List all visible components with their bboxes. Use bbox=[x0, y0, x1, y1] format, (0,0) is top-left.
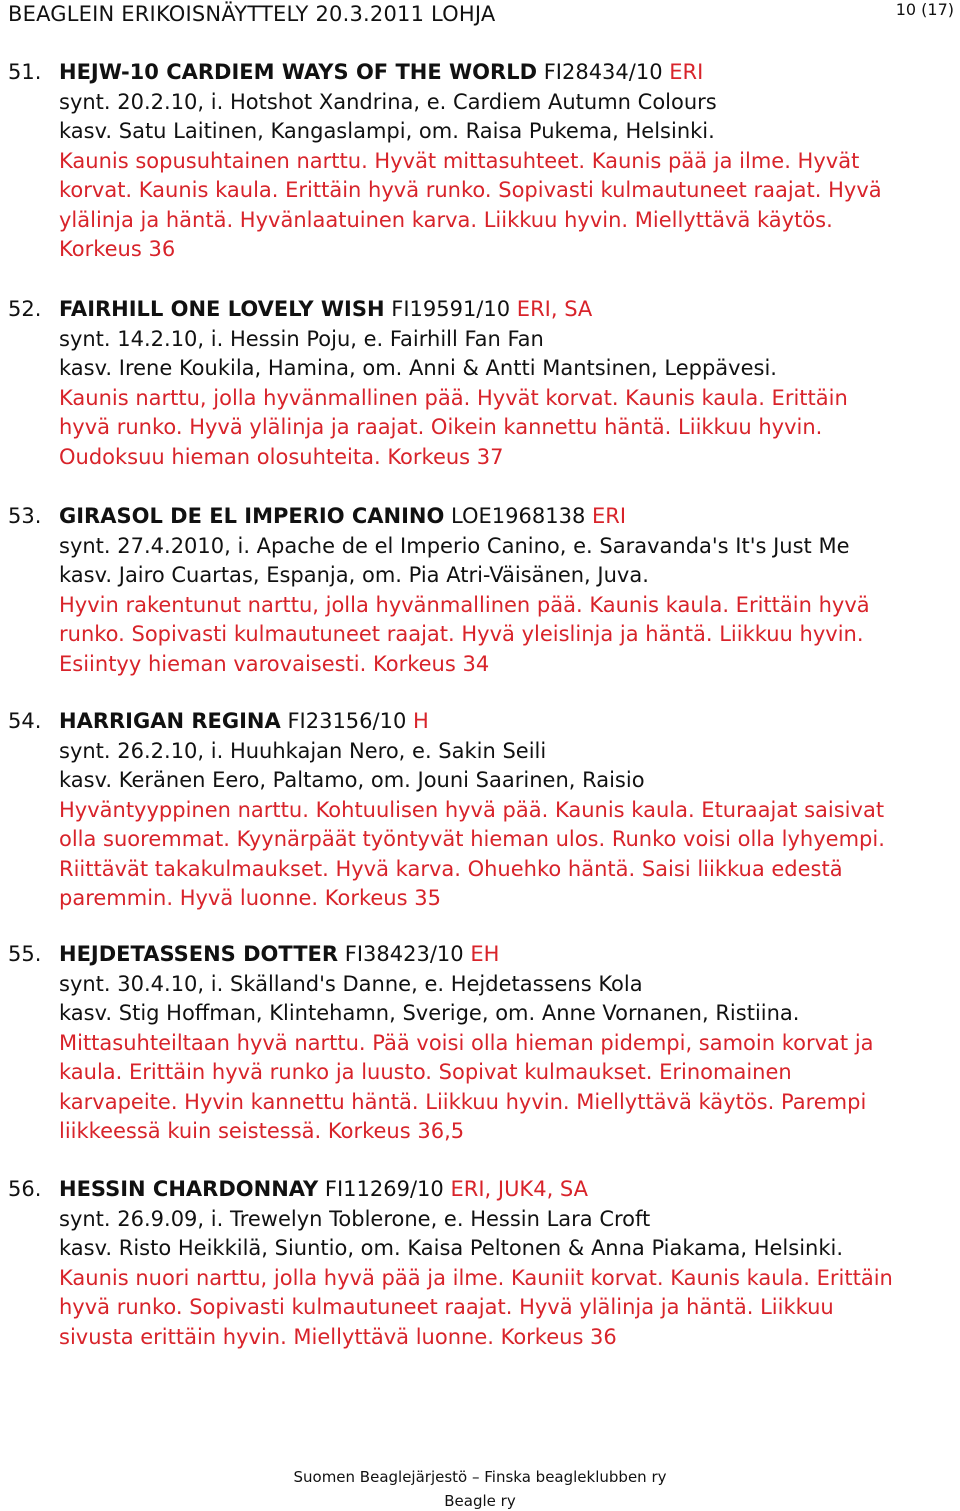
dog-name: HARRIGAN REGINA bbox=[59, 709, 281, 733]
dog-name: HEJW-10 CARDIEM WAYS OF THE WORLD bbox=[59, 60, 538, 84]
judge-critique-line: kaula. Erittäin hyvä runko ja luusto. Sopivat kulmaukset. Erinomainen bbox=[59, 1060, 792, 1084]
result-grade: H bbox=[413, 709, 429, 733]
birth-and-parents: synt. 14.2.10, i. Hessin Poju, e. Fairhill Fan Fan bbox=[59, 326, 544, 351]
entry-title-line bbox=[59, 1175, 959, 1205]
footer-organization: Suomen Beaglejärjestö – Finska beagleklubben ry bbox=[293, 1468, 667, 1486]
entry-number: 52. bbox=[8, 297, 42, 321]
breeder-and-owner: kasv. Keränen Eero, Paltamo, om. Jouni Saarinen, Raisio bbox=[59, 768, 645, 792]
judge-critique-line: runko. Sopivasti kulmautuneet raajat. Hyvä yleislinja ja häntä. Liikkuu hyvin. bbox=[59, 622, 864, 646]
entry-title-line bbox=[59, 940, 959, 970]
judge-critique-line: Oudoksuu hieman olosuhteita. Korkeus 37 bbox=[59, 444, 504, 469]
entry-title-line bbox=[59, 58, 959, 88]
entry-title-line bbox=[59, 502, 959, 532]
document-header-title: BEAGLEIN ERIKOISNÄYTTELY 20.3.2011 LOHJA bbox=[8, 2, 496, 26]
dog-name: HEJDETASSENS DOTTER bbox=[59, 942, 339, 966]
registration-number: FI11269/10 bbox=[324, 1177, 444, 1201]
judge-critique-line: Kaunis narttu, jolla hyvänmallinen pää. Hyvät korvat. Kaunis kaula. Erittäin bbox=[59, 385, 848, 410]
registration-number: LOE1968138 bbox=[451, 504, 586, 528]
birth-and-parents: synt. 26.2.10, i. Huuhkajan Nero, e. Sakin Seili bbox=[59, 738, 547, 763]
judge-critique-line: Esiintyy hieman varovaisesti. Korkeus 34 bbox=[59, 651, 490, 676]
judge-critique-line: Korkeus 36 bbox=[59, 237, 176, 261]
result-grade: ERI bbox=[592, 504, 627, 528]
dog-name: HESSIN CHARDONNAY bbox=[59, 1177, 319, 1201]
registration-number: FI23156/10 bbox=[287, 709, 407, 733]
breeder-and-owner: kasv. Satu Laitinen, Kangaslampi, om. Raisa Pukema, Helsinki. bbox=[59, 119, 715, 143]
birth-and-parents: synt. 20.2.10, i. Hotshot Xandrina, e. Cardiem Autumn Colours bbox=[59, 89, 717, 114]
footer-club: Beagle ry bbox=[444, 1492, 516, 1510]
entry-number: 56. bbox=[8, 1177, 42, 1201]
entry-body bbox=[59, 707, 959, 914]
judge-critique-line: Riittävät takakulmaukset. Hyvä karva. Ohuehko häntä. Saisi liikkua edestä bbox=[59, 856, 843, 881]
registration-number: FI19591/10 bbox=[391, 297, 511, 321]
judge-critique-line: olla suoremmat. Kyynärpäät työntyvät hieman ulos. Runko voisi olla lyhyempi. bbox=[59, 827, 885, 851]
entry-title-line bbox=[59, 295, 959, 325]
judge-critique-line: sivusta erittäin hyvin. Miellyttävä luonne. Korkeus 36 bbox=[59, 1324, 617, 1349]
entry-number: 53. bbox=[8, 504, 42, 528]
entry-number: 55. bbox=[8, 942, 42, 966]
breeder-and-owner: kasv. Jairo Cuartas, Espanja, om. Pia Atri-Väisänen, Juva. bbox=[59, 563, 649, 587]
entry-body bbox=[59, 58, 959, 265]
judge-critique-line: paremmin. Hyvä luonne. Korkeus 35 bbox=[59, 886, 441, 910]
judge-critique-line: karvapeite. Hyvin kannettu häntä. Liikkuu hyvin. Miellyttävä käytös. Parempi bbox=[59, 1089, 867, 1114]
breeder-and-owner: kasv. Irene Koukila, Hamina, om. Anni & Antti Mantsinen, Leppävesi. bbox=[59, 356, 777, 380]
dog-name: GIRASOL DE EL IMPERIO CANINO bbox=[59, 504, 445, 528]
entry-body bbox=[59, 940, 959, 1147]
judge-critique-line: Kaunis nuori narttu, jolla hyvä pää ja ilme. Kauniit korvat. Kaunis kaula. Erittäin bbox=[59, 1265, 893, 1290]
registration-number: FI38423/10 bbox=[344, 942, 464, 966]
judge-critique-line: ylälinja ja häntä. Hyvänlaatuinen karva. Liikkuu hyvin. Miellyttävä käytös. bbox=[59, 207, 833, 232]
judge-critique-line: liikkeessä kuin seistessä. Korkeus 36,5 bbox=[59, 1119, 465, 1143]
entry-body bbox=[59, 295, 959, 472]
entry-number: 51. bbox=[8, 60, 42, 84]
birth-and-parents: synt. 26.9.09, i. Trewelyn Toblerone, e. Hessin Lara Croft bbox=[59, 1206, 651, 1231]
page-number: 10 (17) bbox=[895, 0, 954, 19]
entry-body bbox=[59, 502, 959, 679]
entry-title-line bbox=[59, 707, 959, 737]
result-grade: ERI, JUK4, SA bbox=[450, 1177, 589, 1201]
entry-body bbox=[59, 1175, 959, 1352]
entry-number: 54. bbox=[8, 709, 42, 733]
breeder-and-owner: kasv. Risto Heikkilä, Siuntio, om. Kaisa Peltonen & Anna Piakama, Helsinki. bbox=[59, 1236, 844, 1260]
judge-critique-line: hyvä runko. Sopivasti kulmautuneet raajat. Hyvä ylälinja ja häntä. Liikkuu bbox=[59, 1295, 834, 1319]
judge-critique-line: Mittasuhteiltaan hyvä narttu. Pää voisi olla hieman pidempi, samoin korvat ja bbox=[59, 1030, 874, 1055]
result-grade: EH bbox=[470, 942, 500, 966]
judge-critique-line: hyvä runko. Hyvä ylälinja ja raajat. Oikein kannettu häntä. Liikkuu hyvin. bbox=[59, 415, 823, 439]
result-grade: ERI, SA bbox=[516, 297, 593, 321]
dog-name: FAIRHILL ONE LOVELY WISH bbox=[59, 297, 385, 321]
registration-number: FI28434/10 bbox=[543, 60, 663, 84]
birth-and-parents: synt. 30.4.10, i. Skälland's Danne, e. Hejdetassens Kola bbox=[59, 971, 643, 996]
birth-and-parents: synt. 27.4.2010, i. Apache de el Imperio Canino, e. Saravanda's It's Just Me bbox=[59, 533, 850, 558]
judge-critique-line: korvat. Kaunis kaula. Erittäin hyvä runko. Sopivasti kulmautuneet raajat. Hyvä bbox=[59, 178, 882, 202]
result-grade: ERI bbox=[669, 60, 704, 84]
judge-critique-line: Hyväntyyppinen narttu. Kohtuulisen hyvä pää. Kaunis kaula. Eturaajat saisivat bbox=[59, 797, 885, 822]
judge-critique-line: Hyvin rakentunut narttu, jolla hyvänmallinen pää. Kaunis kaula. Erittäin hyvä bbox=[59, 592, 870, 617]
judge-critique-line: Kaunis sopusuhtainen narttu. Hyvät mittasuhteet. Kaunis pää ja ilme. Hyvät bbox=[59, 148, 860, 173]
breeder-and-owner: kasv. Stig Hoffman, Klintehamn, Sverige, om. Anne Vornanen, Ristiina. bbox=[59, 1001, 800, 1025]
